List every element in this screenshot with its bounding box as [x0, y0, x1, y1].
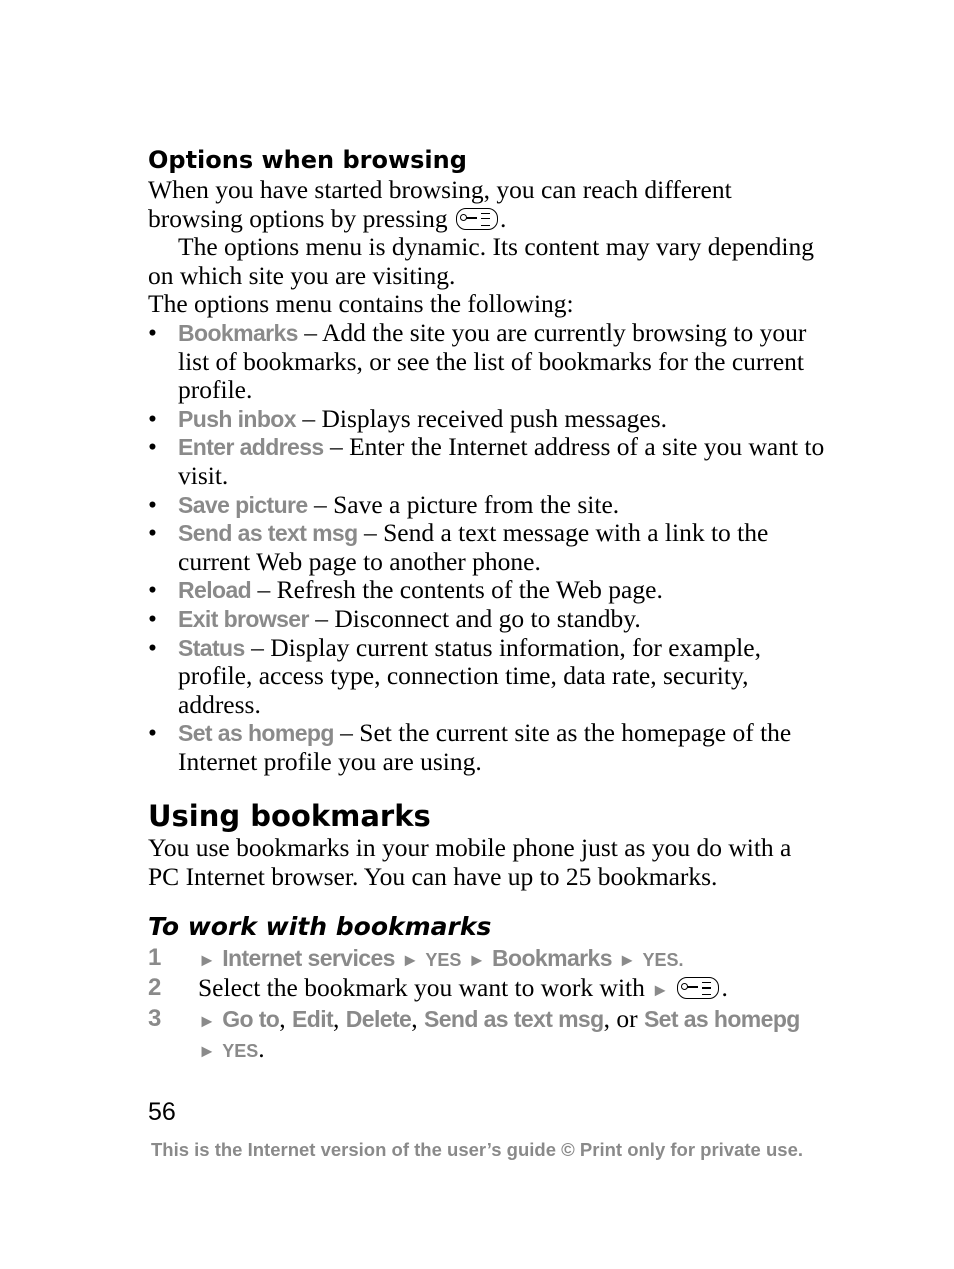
arrow-icon: ►: [618, 949, 637, 970]
list-item: [148, 605, 828, 634]
bullet: •: [148, 432, 157, 462]
step-2: [148, 974, 828, 1005]
steps-list: [148, 944, 828, 1066]
item-desc: – Set the current site as the homepage of the Internet profile you are using.: [178, 718, 792, 776]
list-item: [148, 634, 828, 720]
menu-label: Go to: [222, 1005, 280, 1032]
list-item: [148, 433, 828, 490]
menu-label: Push inbox: [178, 405, 296, 432]
bullet: •: [148, 489, 157, 519]
intro-paragraph: [148, 176, 828, 233]
yes-label: YES: [425, 949, 462, 970]
list-item: [148, 319, 828, 405]
bullet: •: [148, 575, 157, 605]
step-number: 1: [148, 943, 162, 971]
arrow-icon: ►: [198, 1041, 216, 1062]
footer-notice: This is the Internet version of the user’s guide © Print only for private use.: [150, 1139, 803, 1160]
bullet: •: [148, 518, 157, 548]
step-number: 3: [148, 1004, 162, 1032]
comma: ,: [279, 1003, 292, 1033]
using-bookmarks-body: You use bookmarks in your mobile phone just as you do with a PC Internet browser. You can have up to 25 bookmarks.: [148, 833, 792, 892]
comma: ,: [411, 1003, 424, 1033]
step-period: .: [258, 1034, 265, 1064]
bullet: •: [148, 632, 157, 662]
work-bookmarks-heading: To work with bookmarks: [148, 911, 492, 941]
menu-label: Edit: [292, 1005, 334, 1032]
arrow-icon: ►: [401, 949, 420, 970]
arrow-icon: ►: [651, 980, 670, 1001]
yes-label: YES: [642, 949, 679, 970]
step-3: [148, 1005, 828, 1066]
item-desc: – Send a text message with a link to the current Web page to another phone.: [178, 518, 769, 576]
step-text: Select the bookmark you want to work with: [198, 973, 645, 1003]
menu-label: Save picture: [178, 491, 308, 518]
item-desc: – Display current status information, for example, profile, access type, connection time, data rate, security, address.: [178, 632, 761, 719]
item-desc: – Add the site you are currently browsing to your list of bookmarks, or see the list of bookmarks for the current profile.: [178, 317, 807, 405]
step-number: 2: [148, 974, 162, 1002]
item-desc: – Displays received push messages.: [295, 403, 668, 433]
arrow-icon: ►: [198, 949, 216, 970]
item-desc: – Enter the Internet address of a site you want to visit.: [178, 432, 825, 490]
menu-label: Reload: [178, 577, 252, 604]
arrow-icon: ►: [198, 1010, 216, 1031]
menu-label: Set as homepg: [178, 720, 334, 747]
menu-label: Exit browser: [178, 605, 309, 632]
step-period: .: [678, 949, 684, 970]
menu-label: Internet services: [222, 944, 395, 971]
options-list: [148, 319, 828, 777]
menu-label: Enter address: [178, 434, 324, 461]
item-desc: – Save a picture from the site.: [307, 489, 620, 519]
menu-label: Delete: [345, 1005, 412, 1032]
options-key-icon: [456, 208, 498, 230]
intro-line1: When you have started browsing, you can reach different: [148, 175, 732, 204]
dynamic-paragraph: The options menu is dynamic. Its content may vary depending on which site you are visiting.: [148, 232, 814, 290]
arrow-icon: ►: [467, 949, 486, 970]
menu-label: Set as homepg: [643, 1005, 800, 1032]
page-number: 56: [148, 1098, 176, 1126]
bullet: •: [148, 718, 157, 748]
intro-line2: browsing options by pressing: [148, 203, 448, 233]
list-item: [148, 519, 828, 576]
or-text: , or: [603, 1003, 644, 1033]
options-key-icon: [677, 977, 719, 999]
options-heading: Options when browsing: [148, 146, 467, 174]
list-item: [148, 719, 828, 776]
item-desc: – Refresh the contents of the Web page.: [251, 575, 663, 605]
contains-paragraph: The options menu contains the following:: [148, 289, 574, 319]
menu-label: Send as text msg: [178, 520, 358, 547]
list-item: [148, 405, 828, 434]
step-1: [148, 944, 828, 975]
comma: ,: [333, 1003, 346, 1033]
bullet: •: [148, 603, 157, 633]
list-item: [148, 491, 828, 520]
step-period: .: [721, 973, 728, 1003]
yes-label: YES: [222, 1041, 259, 1062]
bullet: •: [148, 317, 157, 347]
menu-label: Status: [178, 634, 245, 661]
item-desc: – Disconnect and go to standby.: [308, 603, 641, 633]
intro-period: .: [500, 203, 507, 233]
menu-label: Bookmarks: [178, 319, 298, 346]
using-bookmarks-heading: Using bookmarks: [148, 799, 431, 834]
list-item: [148, 576, 828, 605]
menu-label: Bookmarks: [492, 944, 612, 971]
bullet: •: [148, 403, 157, 433]
page-content: [148, 144, 828, 1066]
menu-label: Send as text msg: [423, 1005, 604, 1032]
